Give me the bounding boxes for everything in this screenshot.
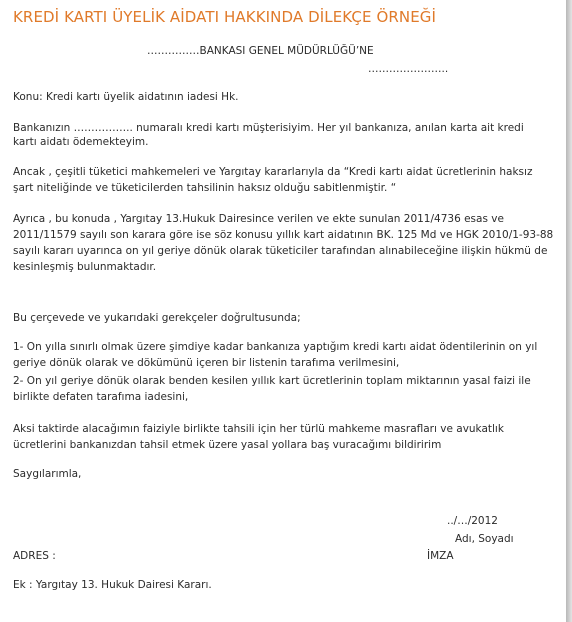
subject-line: Konu: Kredi kartı üyelik aidatının iadesi Hk. <box>13 91 239 103</box>
request-line: 1- On yılla sınırlı olmak üzere şimdiye kadar bankanıza yaptığım kredi kartı aidat ödentilerinin on yıl <box>13 341 538 353</box>
document-title: KREDİ KARTI ÜYELİK AİDATI HAKKINDA DİLEKÇE ÖRNEĞİ <box>13 8 437 26</box>
paragraph-line: şart niteliğinde ve tüketicilerden tahsilinin haksız olduğu sabitlenmiştir. “ <box>13 182 397 194</box>
request-line: 2- On yıl geriye dönük olarak benden kesilen yıllık kart ücretlerinin toplam miktarının yasal faizi ile <box>13 375 531 387</box>
recipient-line: ……………BANKASI GENEL MÜDÜRLÜĞÜ’NE <box>147 45 374 57</box>
paragraph-line: sayılı kararı uyarınca on yıl geriye dönük olarak tüketiciler tarafından alınabileceğine ilişkin hükmü de <box>13 245 548 257</box>
paragraph-line: Bankanızın …………….. numaralı kredi kartı müşterisiyim. Her yıl bankanıza, anılan karta ait kredi <box>13 122 524 134</box>
paragraph-line: Bu çerçevede ve yukarıdaki gerekçeler doğrultusunda; <box>13 312 301 324</box>
paragraph-line: kesinleşmiş bulunmaktadır. <box>13 261 157 273</box>
recipient-dots: ………………….. <box>368 63 449 75</box>
attachment-line: Ek : Yargıtay 13. Hukuk Dairesi Kararı. <box>13 579 212 591</box>
page-edge-shadow <box>566 0 572 622</box>
request-line: birlikte defaten tarafıma iadesini, <box>13 391 189 403</box>
date-line: ../…/2012 <box>447 515 498 527</box>
paragraph-line: 2011/11579 sayılı son karara göre ise söz konusu yıllık kart aidatının BK. 125 Md ve HGK 2010/1-93-88 <box>13 229 554 241</box>
paragraph-line: Aksi taktirde alacağımın faiziyle birlikte tahsili için her türlü mahkeme masrafları ve avukatlık <box>13 423 504 435</box>
request-line: geriye dönük olarak ve dökümünü içeren bir listenin tarafıma verilmesini, <box>13 357 400 369</box>
signature-label: İMZA <box>427 550 454 562</box>
name-line: Adı, Soyadı <box>455 533 514 545</box>
paragraph-line: Ayrıca , bu konuda , Yargıtay 13.Hukuk Dairesince verilen ve ekte sunulan 2011/4736 esas ve <box>13 213 504 225</box>
closing-greeting: Saygılarımla, <box>13 468 82 480</box>
address-label: ADRES : <box>13 550 56 562</box>
paragraph-line: Ancak , çeşitli tüketici mahkemeleri ve Yargıtay kararlarıyla da “Kredi kartı aidat ücretlerinin haksız <box>13 166 533 178</box>
paragraph-line: kartı aidatı ödemekteyim. <box>13 136 149 148</box>
paragraph-line: ücretlerini bankanızdan tahsil etmek üzere yasal yollara baş vuracağımı bildiririm <box>13 439 442 451</box>
